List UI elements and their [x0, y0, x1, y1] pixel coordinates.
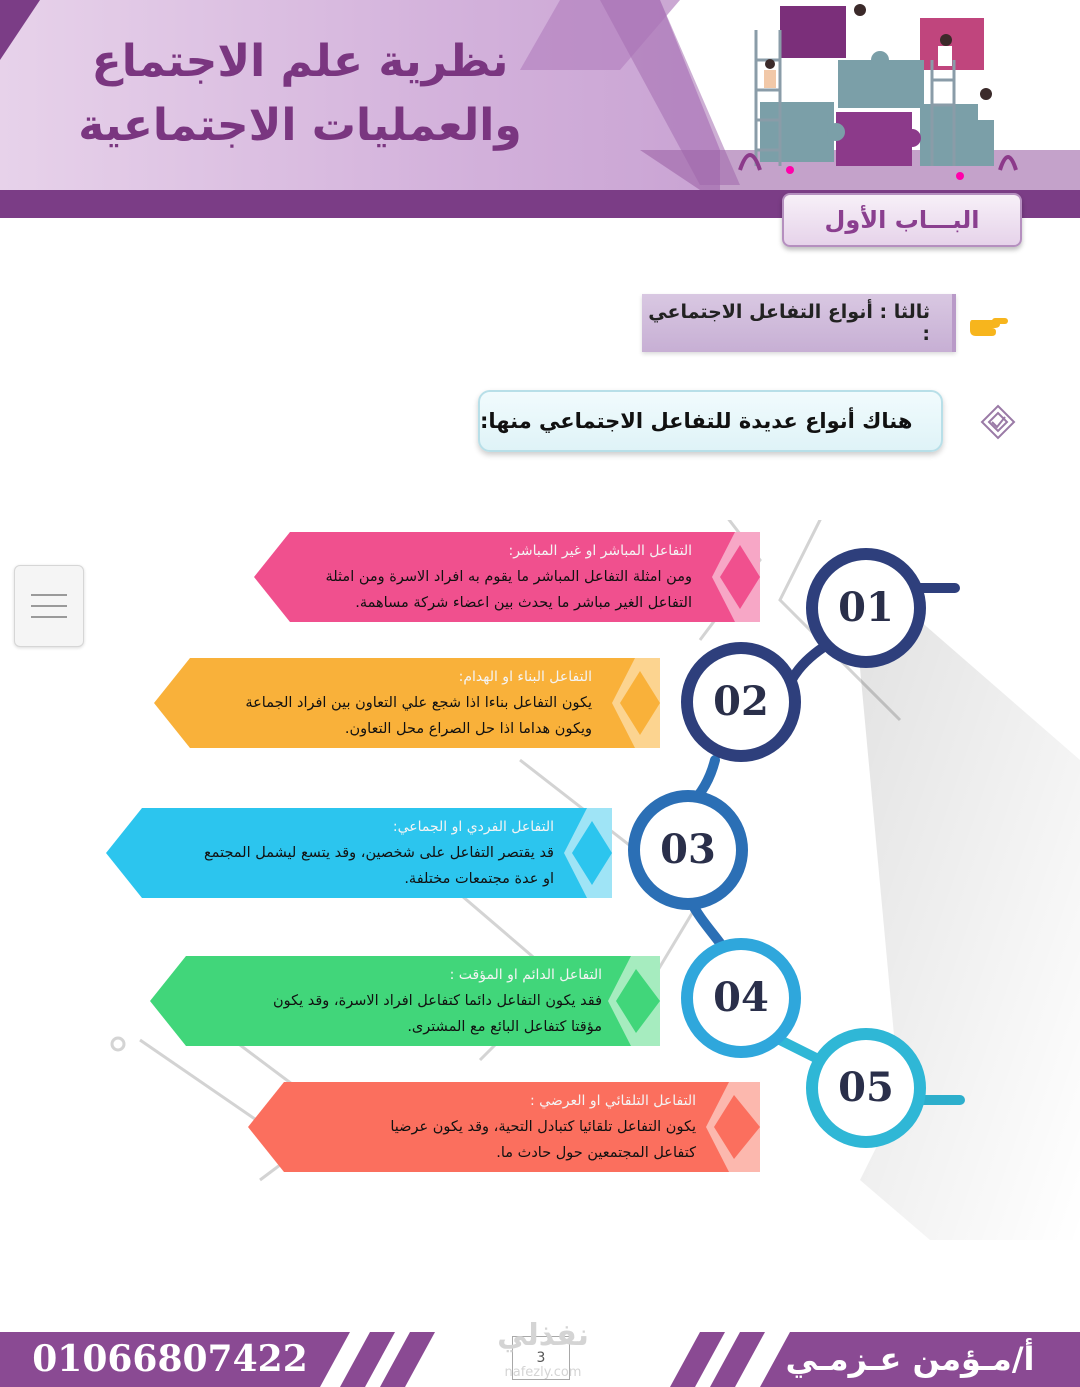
item-05-number: 05 [838, 1064, 894, 1111]
section-heading: ثالثا : أنواع التفاعل الاجتماعي : [642, 294, 956, 352]
item-05-line1: يكون التفاعل تلقائيا كتبادل التحية، وقد يكون عرضيا [390, 1119, 696, 1135]
item-05-text [286, 1088, 696, 1166]
item-05-line2: كتفاعل المجتمعين حول حادث ما. [496, 1145, 696, 1161]
watermark-logo: نفذلي [497, 1318, 589, 1353]
item-04-line2: مؤقتا كتفاعل البائع مع المشترى. [407, 1019, 602, 1035]
item-04-line1: فقد يكون التفاعل دائما كتفاعل افراد الاسرة، وقد يكون [272, 993, 602, 1009]
puzzle-illustration [740, 4, 1016, 180]
item-01-line1: ومن امثلة التفاعل المباشر ما يقوم به افراد الاسرة ومن امثلة [325, 569, 692, 585]
item-05-title: التفاعل التلقائي او العرضي : [530, 1093, 696, 1109]
item-01-number: 01 [838, 584, 894, 631]
item-04-number: 04 [713, 974, 769, 1021]
item-02-number: 02 [713, 678, 769, 725]
intro-box: هناك أنواع عديدة للتفاعل الاجتماعي منها: [478, 390, 943, 452]
item-03-title: التفاعل الفردي او الجماعي: [392, 819, 554, 835]
book-title [40, 30, 560, 158]
book-title-line1: نظرية علم الاجتماع [91, 36, 509, 87]
diamond-bullet-icon [980, 404, 1016, 440]
item-01-title: التفاعل المباشر او غير المباشر: [508, 543, 692, 559]
item-04-title: التفاعل الدائم او المؤقت : [449, 967, 602, 983]
item-01-text [290, 538, 692, 616]
item-01-line2: التفاعل الغير مباشر ما يحدث بين اعضاء شركة مساهمة. [355, 595, 692, 611]
item-04-text [190, 962, 602, 1040]
author-name: أ/مـؤمن عـزمـي [785, 1340, 1035, 1378]
page-number: 3 [512, 1336, 570, 1380]
item-02-line2: ويكون هداما اذا حل الصراع محل التعاون. [344, 721, 592, 737]
phone-number: 01066807422 [32, 1338, 308, 1380]
item-02-title: التفاعل البناء او الهدام: [458, 669, 592, 685]
pointing-hand-icon [968, 308, 1012, 342]
book-title-line2: والعمليات الاجتماعية [78, 100, 522, 151]
item-02-line1: يكون التفاعل بناءا اذا شجع علي التعاون بين افراد الجماعة [245, 695, 592, 711]
watermark-url: nafezly.com [504, 1365, 582, 1380]
item-03-number: 03 [660, 826, 716, 873]
chapter-badge: البـــاب الأول [782, 193, 1022, 247]
item-03-line2: او عدة مجتمعات مختلفة. [404, 871, 554, 887]
item-03-text [140, 814, 554, 892]
item-03-line1: قد يقتصر التفاعل على شخصين، وقد يتسع ليشمل المجتمع [203, 845, 554, 861]
item-02-text [192, 664, 592, 742]
